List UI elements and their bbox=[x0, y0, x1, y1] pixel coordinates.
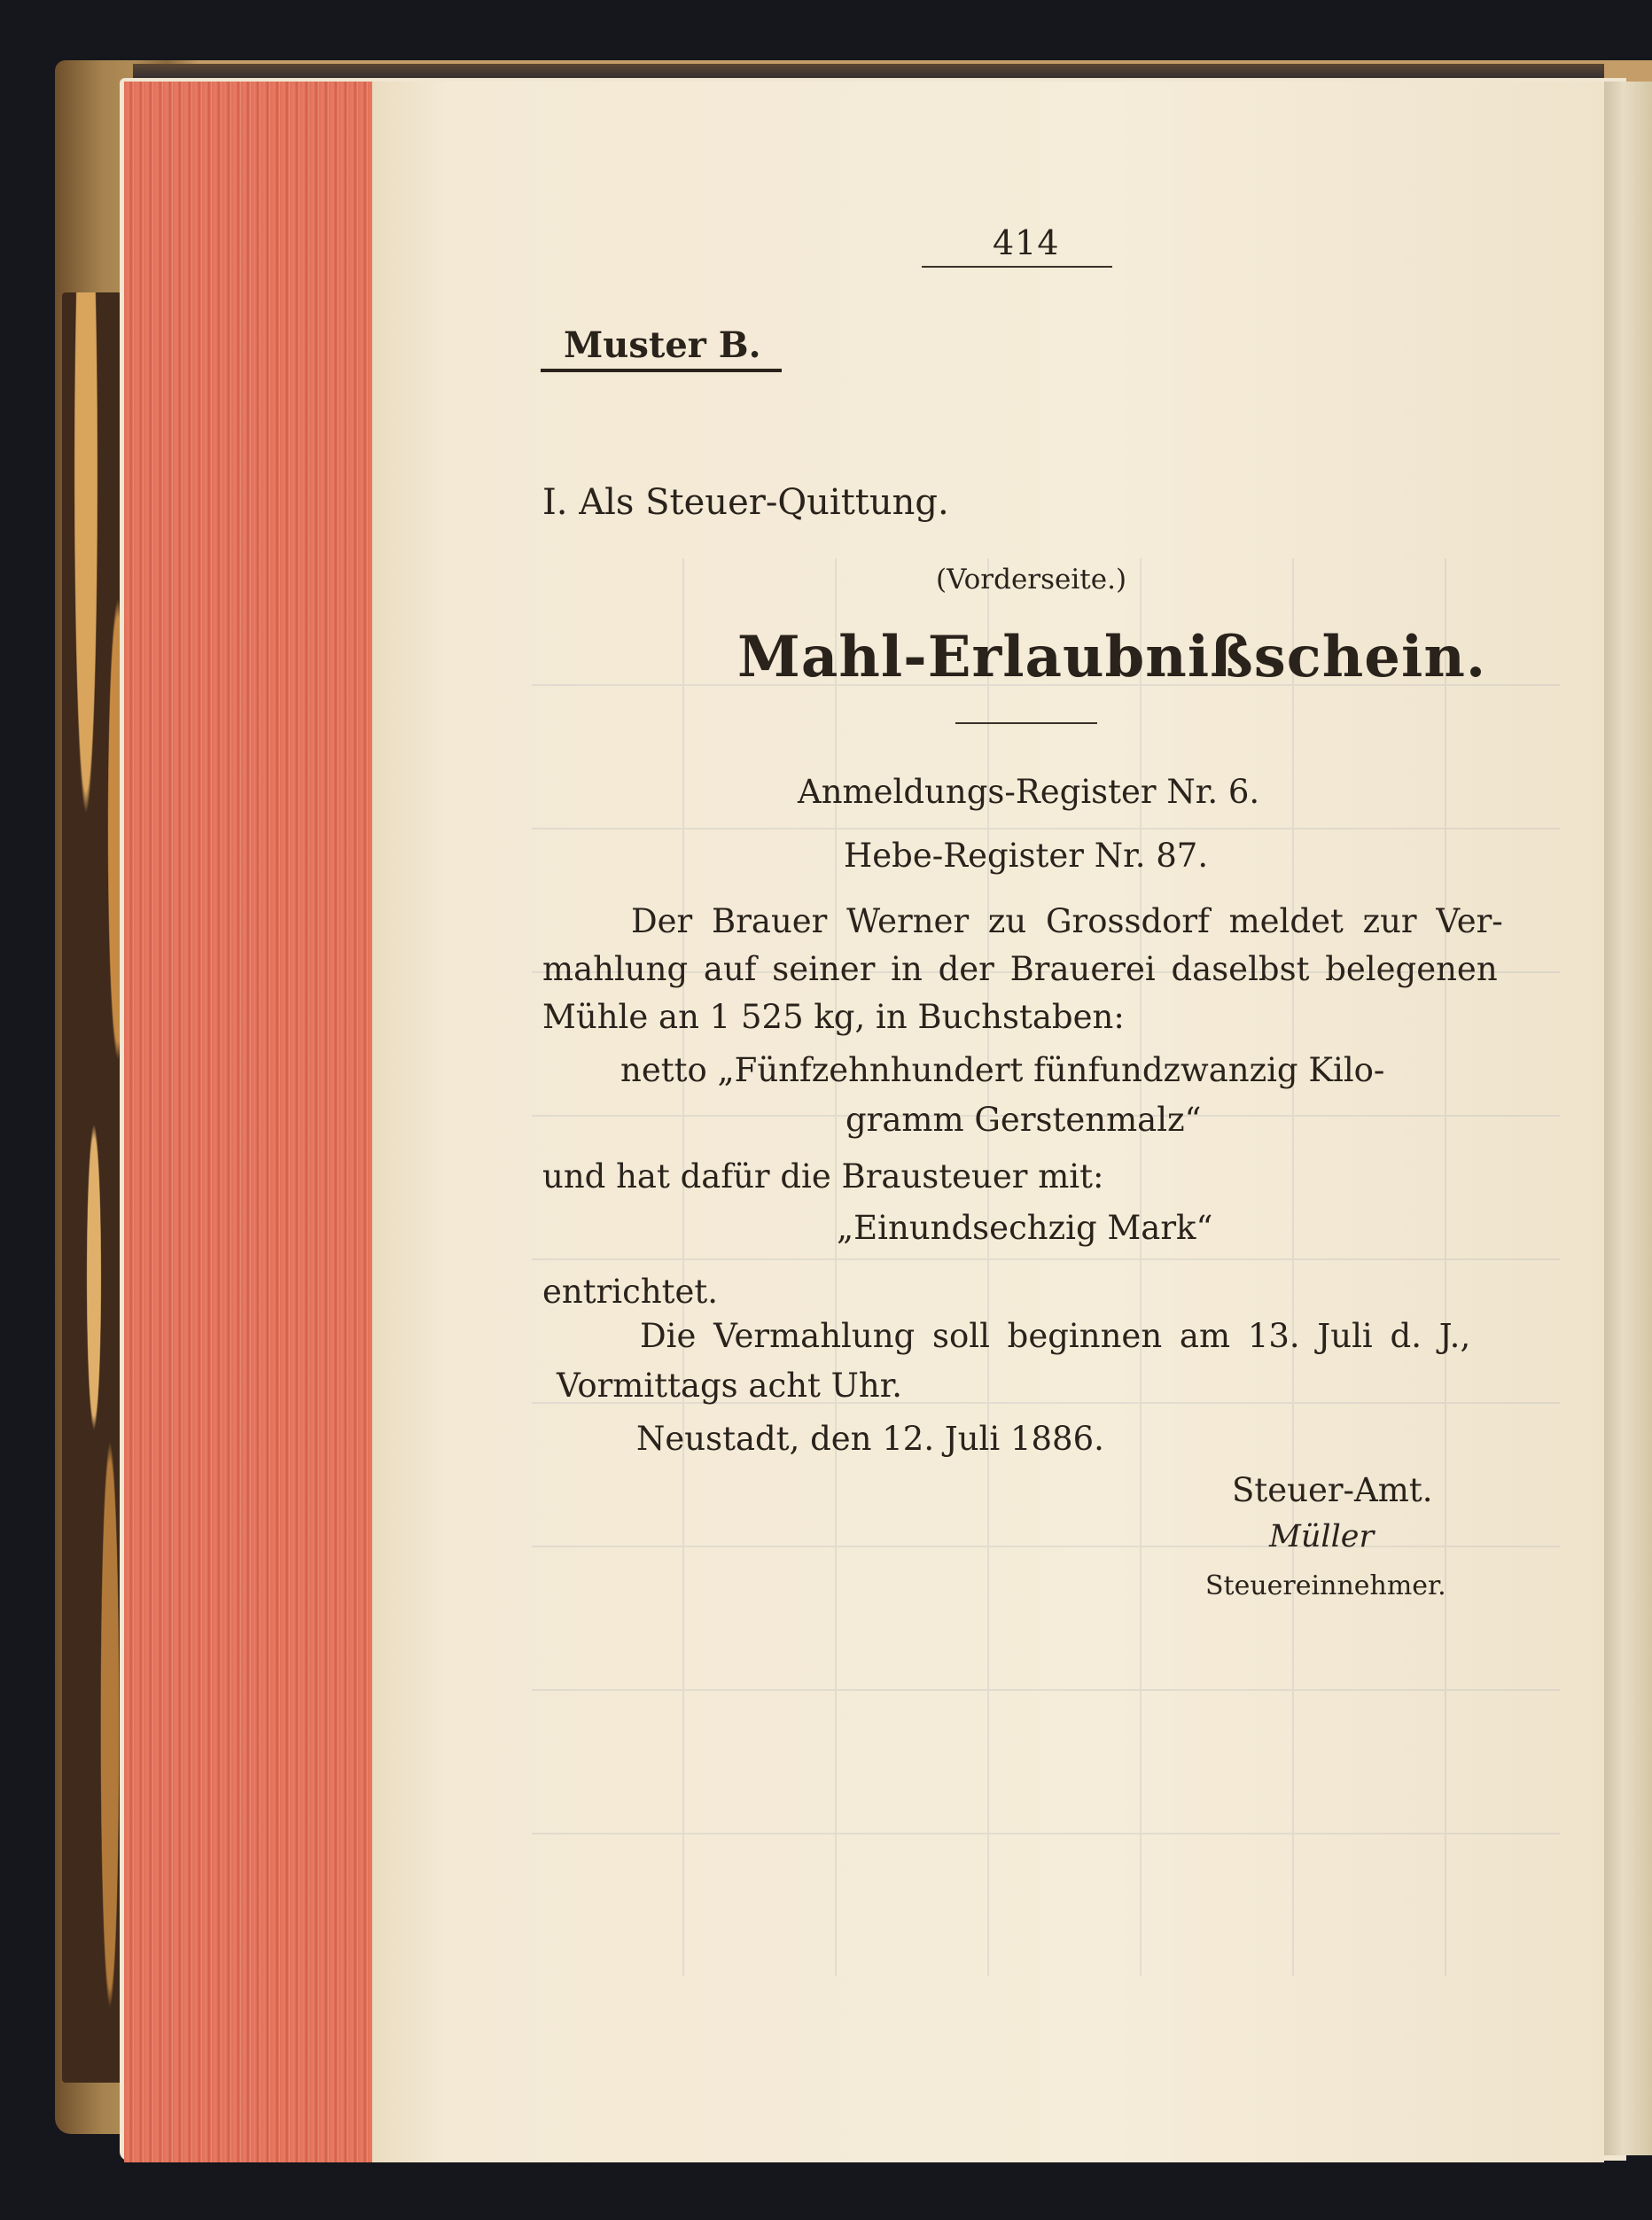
office-name: Steuer-Amt. bbox=[1232, 1471, 1433, 1509]
body-line: Die Vermahlung soll beginnen am 13. Juli d. J., bbox=[640, 1317, 1471, 1355]
right-page-edge bbox=[1604, 82, 1652, 2155]
body-line: Neustadt, den 12. Juli 1886. bbox=[636, 1420, 1104, 1458]
reverse-side-bleed-through bbox=[532, 558, 1560, 1976]
register-line: Anmeldungs-Register Nr. 6. bbox=[798, 773, 1260, 811]
body-line: Der Brauer Werner zu Grossdorf meldet zur Ver- bbox=[631, 902, 1503, 940]
body-line: netto „Fünfzehnhundert fünfundzwanzig Kilo- bbox=[620, 1051, 1385, 1089]
page-number-rule bbox=[922, 266, 1112, 268]
register-line: Hebe-Register Nr. 87. bbox=[844, 837, 1209, 875]
body-line: und hat dafür die Brausteuer mit: bbox=[542, 1157, 1104, 1196]
title-rule bbox=[955, 722, 1097, 724]
body-line: gramm Gerstenmalz“ bbox=[845, 1101, 1202, 1139]
red-page-edges bbox=[124, 82, 374, 2162]
muster-heading: Muster B. bbox=[564, 324, 761, 366]
signer-name: Müller bbox=[1269, 1519, 1375, 1554]
body-line: Vormittags acht Uhr. bbox=[557, 1367, 903, 1405]
body-line: „Einundsechzig Mark“ bbox=[837, 1209, 1213, 1247]
document-title: Mahl-Erlaubnißschein. bbox=[737, 624, 1487, 690]
muster-underline bbox=[541, 369, 782, 372]
side-note: (Vorderseite.) bbox=[936, 564, 1127, 596]
body-line: mahlung auf seiner in der Brauerei daselbst belegenen bbox=[542, 950, 1498, 988]
body-line: entrichtet. bbox=[542, 1273, 719, 1311]
signer-title: Steuereinnehmer. bbox=[1205, 1570, 1446, 1601]
section-title: I. Als Steuer-Quittung. bbox=[542, 482, 949, 523]
page-number: 414 bbox=[993, 223, 1060, 262]
body-line: Mühle an 1 525 kg, in Buchstaben: bbox=[542, 998, 1125, 1036]
